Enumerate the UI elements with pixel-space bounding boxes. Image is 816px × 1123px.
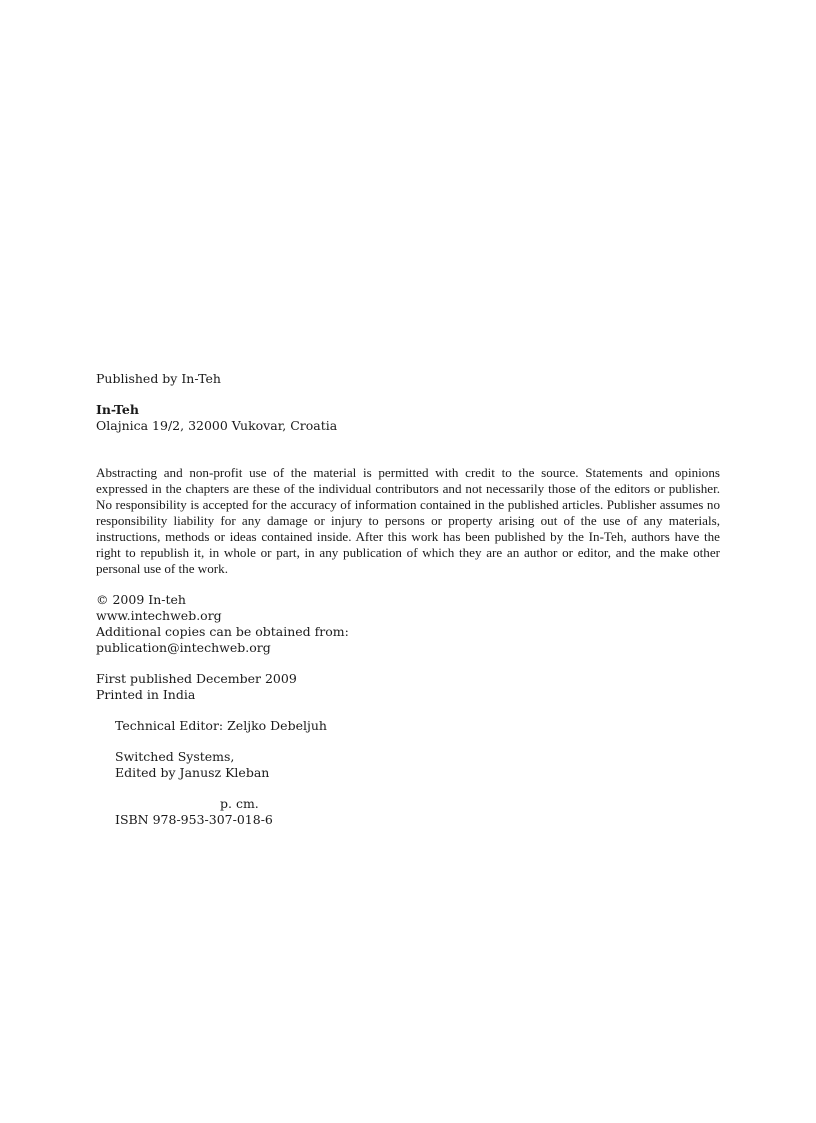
email-link[interactable]: publication@intechweb.org [96, 640, 271, 655]
copyright-page [96, 371, 720, 828]
technical-editor-line: Technical Editor: Zeljko Debeljuh [115, 718, 327, 733]
publisher-block [96, 402, 720, 434]
pcm-line: p. cm. [220, 796, 259, 811]
printed-in-line: Printed in India [96, 687, 196, 702]
copyright-block [96, 592, 720, 656]
legal-notice: Abstracting and non-profit use of the material is permitted with credit to the source. Statements and opinions expressed in the chapters are these of the individual contributors and not necessarily those of the editors or publisher. No responsibility is accepted for the accuracy of information contained in the published articles. Publisher assumes no responsibility liability for any damage or injury to persons or property arising out of the use of any materials, instructions, methods or ideas contained inside. After this work has been published by the In-Teh, authors have the right to republish it, in whole or part, in any publication of which they are an author or editor, and the make other personal use of the work. [96, 465, 720, 576]
publisher-name: In-Teh [96, 402, 139, 417]
published-by-line: Published by In-Teh [96, 371, 221, 386]
first-published-line: First published December 2009 [96, 671, 297, 686]
edited-by-line: Edited by Janusz Kleban [115, 765, 270, 780]
copies-text: Additional copies can be obtained from: [96, 624, 349, 639]
website-link[interactable]: www.intechweb.org [96, 608, 222, 623]
published-by-block [96, 371, 720, 387]
catalog-block [115, 796, 720, 828]
publisher-address: Olajnica 19/2, 32000 Vukovar, Croatia [96, 418, 338, 433]
isbn-line: ISBN 978-953-307-018-6 [115, 812, 273, 827]
copyright-line: © 2009 In-teh [96, 592, 186, 607]
technical-editor-block [115, 718, 720, 734]
book-title: Switched Systems, [115, 749, 235, 764]
book-title-block [115, 749, 720, 781]
printing-block [96, 671, 720, 703]
